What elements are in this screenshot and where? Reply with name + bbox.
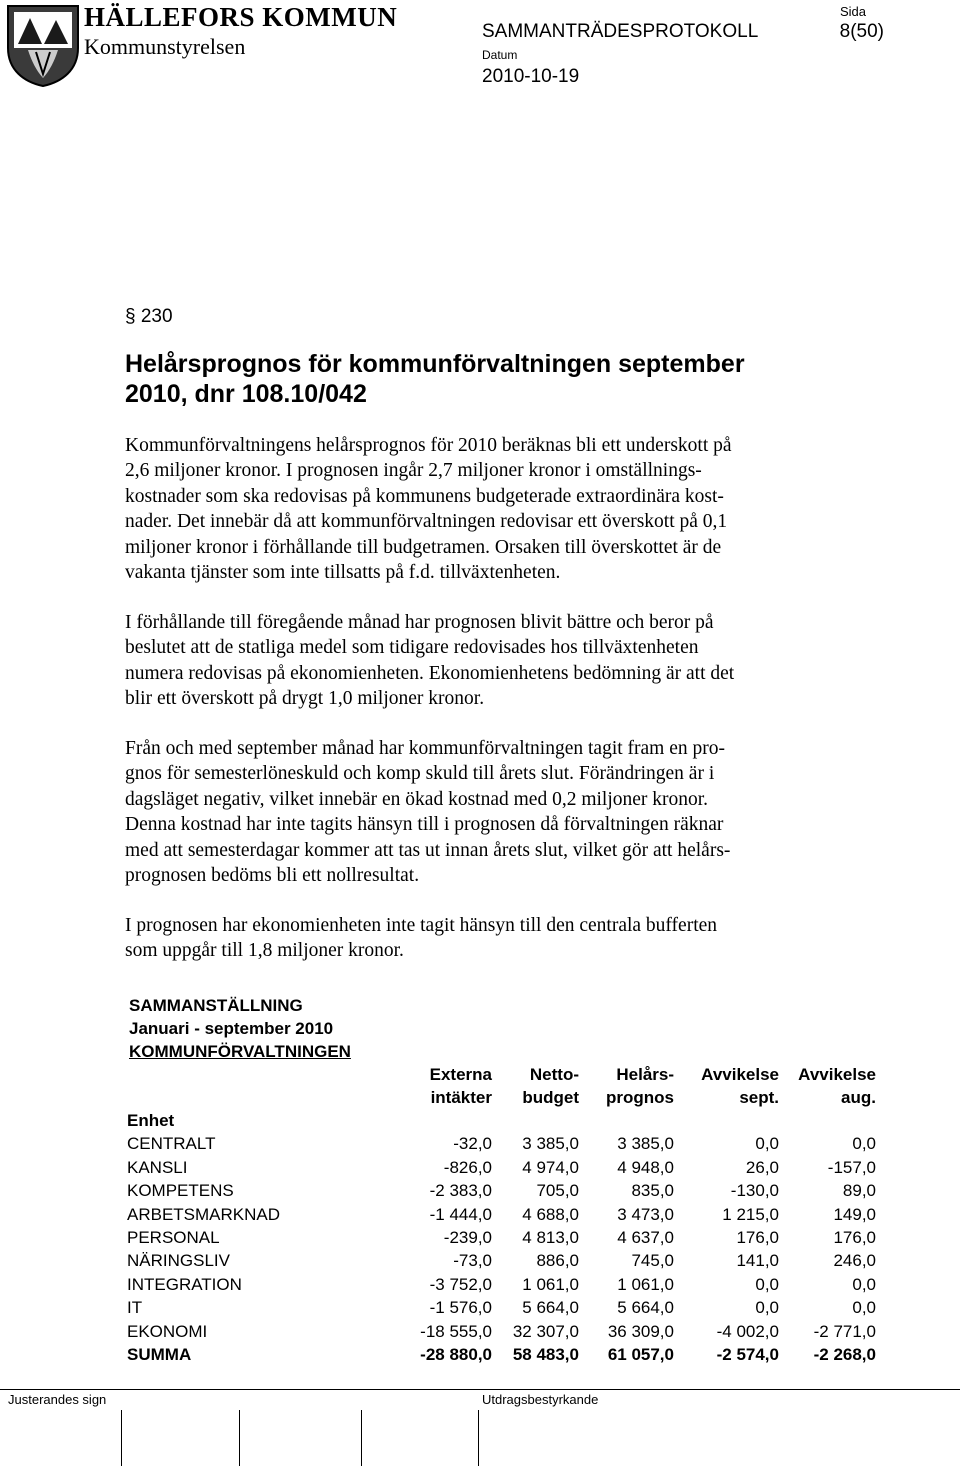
signature-label: Justerandes sign	[8, 1392, 107, 1407]
cell-value: 176,0	[833, 1228, 876, 1248]
column-header-line: aug.	[841, 1088, 876, 1107]
paragraph-line: dagsläget negativ, vilket innebär en ökad kostnad med 0,2 miljoner kronor.	[125, 788, 709, 810]
column-header-line: sept.	[739, 1088, 779, 1107]
cell-value: -1 444,0	[429, 1204, 492, 1224]
table-row	[127, 1156, 876, 1179]
section-number: § 230	[125, 306, 173, 327]
cell-value: 0,0	[852, 1298, 876, 1318]
cell-value: 32 307,0	[512, 1321, 579, 1341]
table-row	[127, 1132, 876, 1155]
cell-value: -4 002,0	[716, 1321, 779, 1341]
cell-value: 3 473,0	[617, 1204, 674, 1224]
total-value: -2 574,0	[716, 1345, 779, 1365]
cell-value: 705,0	[536, 1181, 579, 1201]
total-value: 58 483,0	[512, 1345, 579, 1365]
cell-value: 4 974,0	[522, 1157, 579, 1177]
row-unit-name: ARBETSMARKNAD	[127, 1204, 281, 1224]
cell-value: -239,0	[443, 1228, 492, 1248]
table-row	[127, 1226, 876, 1249]
cell-value: -157,0	[827, 1157, 876, 1177]
paragraph-line: blir ett överskott på drygt 1,0 miljoner kronor.	[125, 688, 485, 710]
page-label: Sida	[840, 4, 867, 19]
municipal-coat-of-arms-logo	[6, 4, 80, 88]
cell-value: -18 555,0	[420, 1321, 492, 1341]
cell-value: 0,0	[755, 1134, 779, 1154]
date-value: 2010-10-19	[482, 66, 580, 87]
signature-box-divider	[361, 1410, 362, 1466]
cell-value: 3 385,0	[522, 1134, 579, 1154]
cell-value: -826,0	[443, 1157, 492, 1177]
unit-label: Enhet	[127, 1111, 175, 1130]
section-title	[125, 349, 865, 409]
cell-value: 4 813,0	[522, 1228, 579, 1248]
table-row	[127, 1249, 876, 1272]
summary-heading-department: KOMMUNFÖRVALTNINGEN	[129, 1042, 351, 1061]
extract-certification-label: Utdragsbestyrkande	[482, 1392, 599, 1407]
cell-value: -1 576,0	[429, 1298, 492, 1318]
cell-value: 745,0	[631, 1251, 674, 1271]
cell-value: 246,0	[833, 1251, 876, 1271]
cell-value: 176,0	[736, 1228, 779, 1248]
row-unit-name: IT	[127, 1298, 143, 1318]
paragraph-line: numera redovisas på ekonomienheten. Ekonomienhetens bedömning är att det	[125, 662, 735, 684]
total-value: 61 057,0	[607, 1345, 674, 1365]
paragraph-line: vakanta tjänster som inte tillsatts på f.d. tillväxtenheten.	[125, 562, 561, 584]
table-row	[127, 1273, 876, 1296]
table-header-blank	[127, 1063, 407, 1109]
signature-box-divider	[121, 1410, 122, 1466]
cell-value: -2 383,0	[429, 1181, 492, 1201]
cell-value: 0,0	[852, 1134, 876, 1154]
cell-value: 4 688,0	[522, 1204, 579, 1224]
summary-heading-title: SAMMANSTÄLLNING	[129, 996, 303, 1015]
paragraph-line: nader. Det innebär då att kommunförvaltningen redovisar ett överskott på 0,1	[125, 511, 728, 533]
cell-value: -32,0	[453, 1134, 492, 1154]
paragraph-line: som uppgår till 1,8 miljoner kronor.	[125, 940, 404, 962]
cell-value: 1 215,0	[722, 1204, 779, 1224]
paragraph-line: gnos för semesterlöneskuld och komp skuld till årets slut. Förändringen är i	[125, 763, 715, 785]
paragraph-line: Kommunförvaltningens helårsprognos för 2010 beräknas bli ett underskott på	[125, 435, 732, 456]
date-label: Datum	[482, 48, 518, 62]
organization-name: HÄLLEFORS KOMMUN	[84, 2, 398, 32]
signature-box-divider	[239, 1410, 240, 1466]
column-header-deviation-sept	[674, 1063, 779, 1109]
paragraph-line: beslutet att de statliga medel som tidigare redovisades hos tillväxtenheten	[125, 637, 699, 659]
cell-value: 0,0	[755, 1274, 779, 1294]
body-paragraph	[125, 736, 865, 888]
paragraph-line: Från och med september månad har kommunförvaltningen tagit fram en pro-	[125, 738, 725, 759]
paragraph-line: kostnader som ska redovisas på kommunens budgeterade extraordinära kost-	[125, 485, 724, 507]
table-total-row	[127, 1343, 876, 1366]
page-number: 8(50)	[839, 21, 884, 42]
body-paragraph	[125, 913, 865, 964]
body-paragraph	[125, 610, 865, 712]
table-header-row	[127, 1063, 876, 1109]
paragraph-line: Denna kostnad har inte tagits hänsyn till i prognosen då förvaltningen räknar	[125, 814, 724, 836]
body-paragraph	[125, 433, 865, 585]
cell-value: 1 061,0	[522, 1274, 579, 1294]
table-row	[127, 1296, 876, 1319]
cell-value: -2 771,0	[813, 1321, 876, 1341]
summary-table	[127, 1063, 876, 1366]
cell-value: 26,0	[745, 1157, 779, 1177]
column-header-net-budget	[492, 1063, 579, 1109]
row-unit-name: EKONOMI	[127, 1321, 208, 1341]
cell-value: 0,0	[852, 1274, 876, 1294]
document-type: SAMMANTRÄDESPROTOKOLL	[482, 21, 759, 42]
column-header-line: Avvikelse	[798, 1065, 876, 1084]
section-title-line: Helårsprognos för kommunförvaltningen september	[125, 350, 745, 378]
total-value: -28 880,0	[420, 1345, 492, 1365]
table-row	[127, 1320, 876, 1343]
row-unit-name: CENTRALT	[127, 1134, 216, 1154]
paragraph-line: I förhållande till föregående månad har prognosen blivit bättre och beror på	[125, 612, 714, 633]
cell-value: 1 061,0	[617, 1274, 674, 1294]
paragraph-line: med att semesterdagar kommer att tas ut innan årets slut, vilket gör att helårs-	[125, 839, 731, 861]
organization-subtitle: Kommunstyrelsen	[84, 34, 246, 59]
column-header-line: budget	[522, 1088, 579, 1107]
column-header-deviation-aug	[779, 1063, 876, 1109]
row-unit-name: KANSLI	[127, 1157, 188, 1177]
paragraph-line: 2,6 miljoner kronor. I prognosen ingår 2,7 miljoner kronor i omställnings-	[125, 460, 702, 482]
summary-heading-period: Januari - september 2010	[129, 1019, 334, 1038]
signature-box-divider	[478, 1410, 479, 1466]
cell-value: -3 752,0	[429, 1274, 492, 1294]
summary-heading	[129, 994, 351, 1063]
column-header-external-income	[407, 1063, 492, 1109]
table-row	[127, 1203, 876, 1226]
column-header-line: prognos	[606, 1088, 674, 1107]
cell-value: 36 309,0	[607, 1321, 674, 1341]
cell-value: -130,0	[730, 1181, 779, 1201]
cell-value: 3 385,0	[617, 1134, 674, 1154]
column-header-line: Externa	[429, 1065, 492, 1084]
row-unit-name: NÄRINGSLIV	[127, 1251, 230, 1271]
section-title-line: 2010, dnr 108.10/042	[125, 380, 367, 408]
paragraph-line: I prognosen har ekonomienheten inte tagit hänsyn till den centrala bufferten	[125, 915, 718, 936]
column-header-line: intäkter	[430, 1088, 492, 1107]
row-unit-name: PERSONAL	[127, 1228, 220, 1248]
cell-value: 0,0	[755, 1298, 779, 1318]
paragraph-line: miljoner kronor i förhållande till budgetramen. Orsaken till överskottet är de	[125, 536, 722, 558]
cell-value: 89,0	[842, 1181, 876, 1201]
column-header-line: Avvikelse	[701, 1065, 779, 1084]
cell-value: -73,0	[453, 1251, 492, 1271]
cell-value: 4 948,0	[617, 1157, 674, 1177]
cell-value: 835,0	[631, 1181, 674, 1201]
paragraph-line: prognosen bedöms bli ett nollresultat.	[125, 865, 420, 887]
cell-value: 5 664,0	[522, 1298, 579, 1318]
cell-value: 149,0	[833, 1204, 876, 1224]
footer-divider	[0, 1389, 960, 1390]
row-unit-name: INTEGRATION	[127, 1274, 242, 1294]
column-header-line: Helårs-	[616, 1065, 674, 1084]
table-row	[127, 1179, 876, 1202]
total-value: -2 268,0	[813, 1345, 876, 1365]
total-label: SUMMA	[127, 1345, 192, 1365]
cell-value: 5 664,0	[617, 1298, 674, 1318]
unit-label-row	[127, 1109, 876, 1132]
cell-value: 141,0	[736, 1251, 779, 1271]
cell-value: 886,0	[536, 1251, 579, 1271]
row-unit-name: KOMPETENS	[127, 1181, 234, 1201]
column-header-line: Netto-	[529, 1065, 579, 1084]
column-header-full-year-forecast	[579, 1063, 674, 1109]
cell-value: 4 637,0	[617, 1228, 674, 1248]
